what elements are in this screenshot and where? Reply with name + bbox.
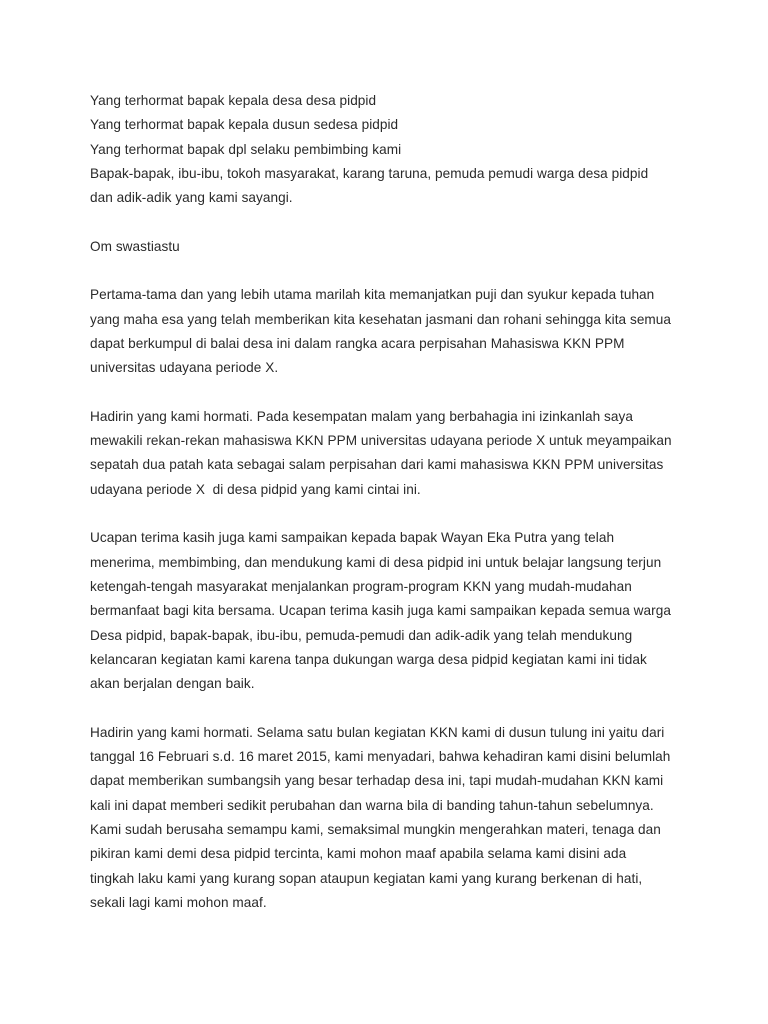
paragraph-line: Desa pidpid, bapak-bapak, ibu-ibu, pemuda-pemudi dan adik-adik yang telah mendukung <box>90 627 633 643</box>
paragraph-line: dapat berkumpul di balai desa ini dalam rangka acara perpisahan Mahasiswa KKN PPM <box>90 335 625 351</box>
paragraph-line: Pertama-tama dan yang lebih utama marilah kita memanjatkan puji dan syukur kepada tuhan <box>90 287 655 303</box>
paragraph-line: tingkah laku kami yang kurang sopan ataupun kegiatan kami yang kurang berkenan di hati, <box>90 870 643 886</box>
salutation-line: dan adik-adik yang kami sayangi. <box>90 190 293 206</box>
paragraph-gap <box>90 210 690 234</box>
salutation-line: Yang terhormat bapak kepala desa desa pidpid <box>90 93 377 108</box>
paragraph-line: menerima, membimbing, dan mendukung kami di desa pidpid ini untuk belajar langsung terjun <box>90 554 662 570</box>
paragraph-3 <box>90 526 690 696</box>
paragraph-line: udayana periode X di desa pidpid yang kami cintai ini. <box>90 481 421 497</box>
paragraph-line: dapat memberikan sumbangsih yang besar terhadap desa ini, tapi mudah-mudahan KKN kami <box>90 773 664 789</box>
paragraph-line: Ucapan terima kasih juga kami sampaikan kepada bapak Wayan Eka Putra yang telah <box>90 530 615 546</box>
salutation-line: Yang terhormat bapak kepala dusun sedesa pidpid <box>90 117 399 133</box>
paragraph-2 <box>90 405 690 502</box>
paragraph-gap <box>90 381 690 405</box>
paragraph-line: akan berjalan dengan baik. <box>90 676 255 692</box>
paragraph-line: tanggal 16 Februari s.d. 16 maret 2015, kami menyadari, bahwa kehadiran kami disini belumlah <box>90 749 671 765</box>
paragraph-line: ketengah-tengah masyarakat menjalankan program-program KKN yang mudah-mudahan <box>90 578 632 594</box>
paragraph-gap <box>90 696 690 720</box>
paragraph-line: bermanfaat bagi kita bersama. Ucapan terima kasih juga kami sampaikan kepada semua warga <box>90 603 671 619</box>
greeting-text: Om swastiastu <box>90 238 180 254</box>
salutation-block <box>90 89 690 210</box>
paragraph-line: mewakili rekan-rekan mahasiswa KKN PPM universitas udayana periode X untuk meyampaikan <box>90 433 672 449</box>
paragraph-line: Kami sudah berusaha semampu kami, semaksimal mungkin mengerahkan materi, tenaga dan <box>90 821 661 837</box>
paragraph-line: sekali lagi kami mohon maaf. <box>90 894 267 910</box>
salutation-line: Bapak-bapak, ibu-ibu, tokoh masyarakat, karang taruna, pemuda pemudi warga desa pidpid <box>90 165 649 181</box>
greeting <box>90 235 690 259</box>
paragraph-line: universitas udayana periode X. <box>90 360 279 376</box>
paragraph-gap <box>90 502 690 526</box>
paragraph-gap <box>90 259 690 283</box>
paragraph-line: kali ini dapat memberi sedikit perubahan dan warna bila di banding tahun-tahun sebelumnya. <box>90 797 654 813</box>
paragraph-line: Hadirin yang kami hormati. Selama satu bulan kegiatan KKN kami di dusun tulung ini yaitu dari <box>90 724 665 740</box>
paragraph-line: kelancaran kegiatan kami karena tanpa dukungan warga desa pidpid kegiatan kami ini tidak <box>90 651 647 667</box>
document-page <box>90 89 690 915</box>
paragraph-line: pikiran kami demi desa pidpid tercinta, kami mohon maaf apabila selama kami disini ada <box>90 846 627 862</box>
paragraph-4 <box>90 721 690 915</box>
paragraph-1 <box>90 283 690 380</box>
paragraph-line: yang maha esa yang telah memberikan kita kesehatan jasmani dan rohani sehingga kita semua <box>90 311 672 327</box>
paragraph-line: sepatah dua patah kata sebagai salam perpisahan dari kami mahasiswa KKN PPM universitas <box>90 457 664 473</box>
paragraph-line: Hadirin yang kami hormati. Pada kesempatan malam yang berbahagia ini izinkanlah saya <box>90 408 633 424</box>
salutation-line: Yang terhormat bapak dpl selaku pembimbing kami <box>90 141 402 157</box>
